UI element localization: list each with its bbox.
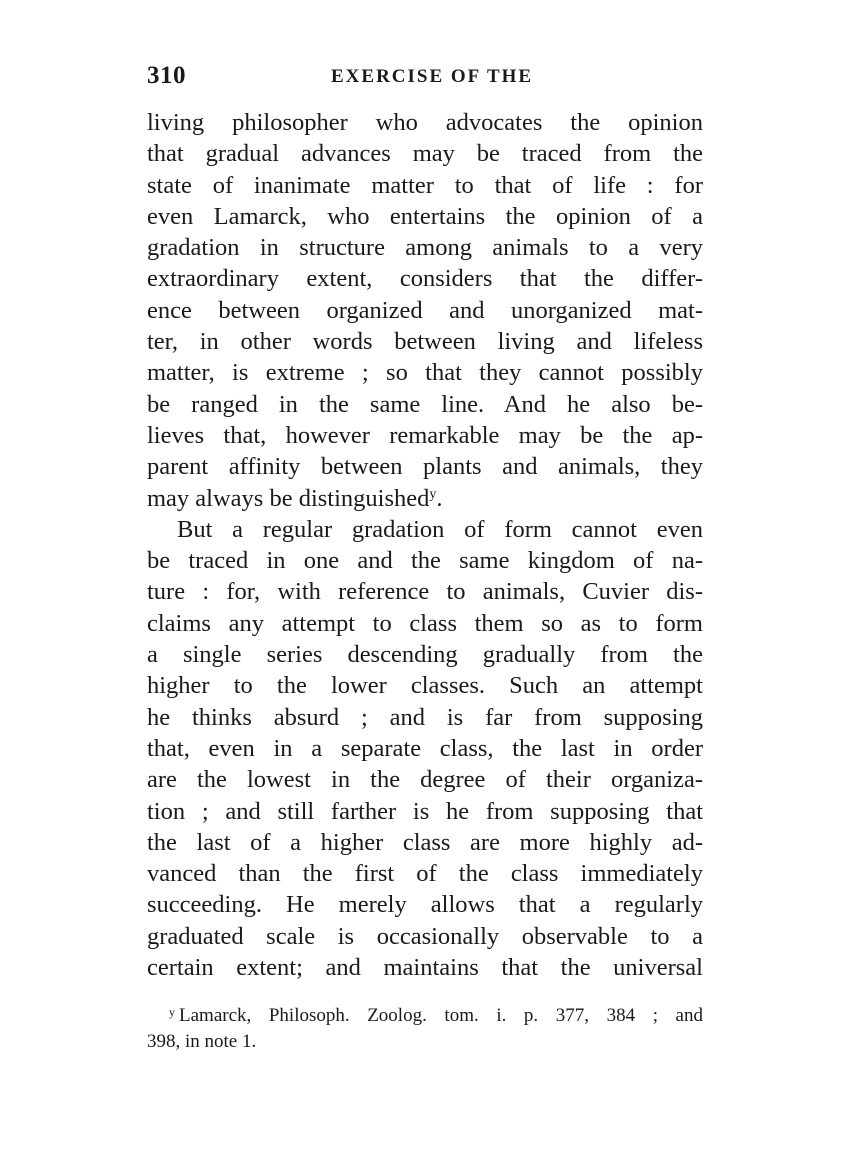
text-line: state of inanimate matter to that of life : for: [147, 171, 703, 199]
text-line: graduated scale is occasionally observable to a: [147, 922, 703, 950]
page-number: 310: [147, 62, 186, 89]
text-line: even Lamarck, who entertains the opinion of a: [147, 202, 703, 230]
text-line: extraordinary extent, considers that the differ-: [147, 265, 703, 293]
running-head: [147, 62, 703, 92]
footnote-line: [147, 1003, 703, 1029]
paragraph-first-line: But a regular gradation of form cannot even: [177, 515, 703, 543]
footnote: [147, 1003, 703, 1055]
text-line: ence between organized and unorganized mat-: [147, 296, 703, 324]
body-text: [147, 107, 703, 983]
text-line: are the lowest in the degree of their organiza-: [147, 766, 703, 794]
text-line: tion ; and still farther is he from supposing that: [147, 797, 703, 825]
text-line: living philosopher who advocates the opinion: [147, 109, 703, 136]
text-line: be traced in one and the same kingdom of na-: [147, 547, 703, 575]
text-line: he thinks absurd ; and is far from supposing: [147, 703, 703, 731]
text-line: succeeding. He merely allows that a regularly: [147, 891, 703, 919]
text-line: ture : for, with reference to animals, Cuvier dis-: [147, 578, 703, 606]
text-line: a single series descending gradually from the: [147, 641, 703, 669]
text-line: matter, is extreme ; so that they cannot possibly: [147, 359, 703, 387]
footnote-text: Lamarck, Philosoph. Zoolog. tom. i. p. 377, 384 ; and: [179, 1005, 703, 1026]
text-line: vanced than the first of the class immediately: [147, 860, 703, 888]
text-line: that, even in a separate class, the last in order: [147, 734, 703, 762]
text-line: parent affinity between plants and animals, they: [147, 453, 703, 481]
text-line: be ranged in the same line. And he also be-: [147, 390, 703, 418]
text-line: that gradual advances may be traced from the: [147, 140, 703, 168]
text-line: gradation in structure among animals to a very: [147, 234, 703, 262]
text-line: higher to the lower classes. Such an attempt: [147, 672, 703, 700]
paragraph-end-line: [147, 483, 703, 514]
sentence-end-period: .: [436, 484, 443, 512]
text-line: claims any attempt to class them so as to form: [147, 609, 703, 637]
text-line: ter, in other words between living and lifeless: [147, 328, 703, 356]
text-line: the last of a higher class are more highly ad-: [147, 828, 703, 856]
running-title: EXERCISE OF THE: [331, 66, 534, 87]
footnote-reference-marker: y: [429, 486, 437, 502]
footnote-marker: y: [169, 1005, 175, 1019]
text-line: lieves that, however remarkable may be the ap-: [147, 421, 703, 449]
text-line-content: may always be distinguished: [147, 484, 430, 512]
footnote-line: 398, in note 1.: [147, 1031, 257, 1052]
text-line: certain extent; and maintains that the universal: [147, 954, 703, 982]
